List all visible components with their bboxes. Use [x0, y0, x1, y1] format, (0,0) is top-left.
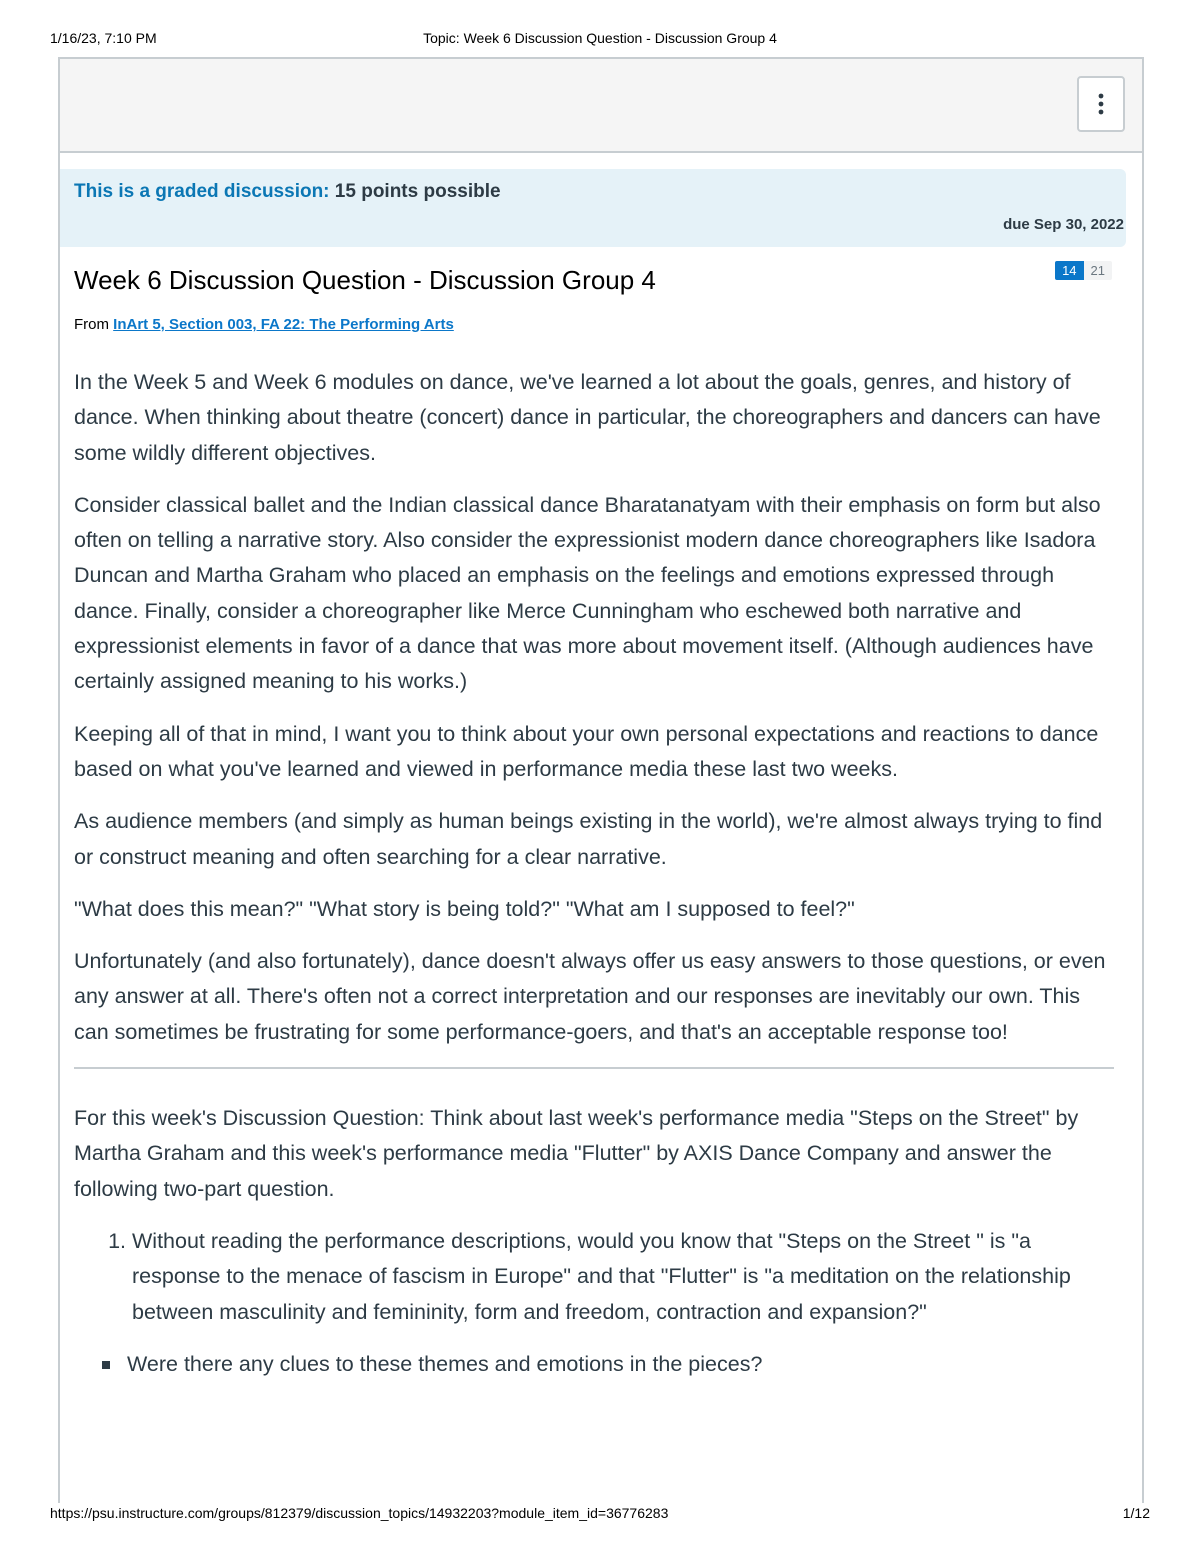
graded-discussion-banner: [60, 169, 1126, 247]
graded-label-line: [74, 181, 501, 203]
reply-count-badges: [1055, 261, 1112, 280]
course-link[interactable]: InArt 5, Section 003, FA 22: The Performing Arts: [113, 316, 454, 333]
sub-point-item: Were there any clues to these themes and emotions in the pieces?: [125, 1347, 1114, 1382]
discussion-body: [74, 365, 1114, 1382]
sub-point-list: [125, 1347, 1114, 1382]
discussion-toolbar: [60, 59, 1142, 153]
print-footer: [50, 1505, 1150, 1525]
body-paragraph: As audience members (and simply as human beings existing in the world), we're almost always trying to find or construct meaning and often searching for a clear narrative.: [74, 809, 1103, 869]
print-datetime: 1/16/23, 7:10 PM: [50, 30, 157, 46]
question-list: [74, 1224, 1114, 1330]
discussion-frame: [58, 57, 1144, 1503]
body-paragraph: Unfortunately (and also fortunately), dance doesn't always offer us easy answers to those questions, or even any answer at all. There's often not a correct interpretation and our responses are inevitably our own. This can sometimes be frustrating for some performance-goers, and that's an acceptable response too!: [74, 949, 1106, 1044]
print-url: https://psu.instructure.com/groups/812379/discussion_topics/14932203?module_item_id=36776283: [50, 1505, 669, 1521]
due-date: Sep 30, 2022: [1033, 216, 1124, 233]
total-count-badge: 21: [1084, 261, 1112, 280]
due-label: due: [1003, 216, 1030, 233]
graded-label: This is a graded discussion:: [74, 181, 330, 202]
body-paragraph: In the Week 5 and Week 6 modules on dance, we've learned a lot about the goals, genres, and history of dance. When thinking about theatre (concert) dance in particular, the choreographers and dancers can have some wildly different objectives.: [74, 370, 1101, 465]
from-label: From: [74, 316, 109, 333]
from-line: [74, 316, 454, 333]
question-item: 1. Without reading the performance descriptions, would you know that "Steps on the Street " is "a response to the menace of fascism in Europe" and that "Flutter" is "a meditation on the relationship between masculinity and femininity, form and freedom, contraction and expansion?": [132, 1224, 1114, 1330]
body-paragraph: Consider classical ballet and the Indian classical dance Bharatanatyam with their emphasis on form but also often on telling a narrative story. Also consider the expressionist modern dance choreographers like Isadora Duncan and Martha Graham who placed an emphasis on the feelings and emotions expressed through dance. Finally, consider a choreographer like Merce Cunningham who eschewed both narrative and expressionist elements in favor of a dance that was more about movement itself. (Although audiences have certainly assigned meaning to his works.): [74, 492, 1101, 694]
section-divider: [74, 1067, 1114, 1069]
print-header: [50, 30, 1150, 50]
page-title: Week 6 Discussion Question - Discussion Group 4: [74, 265, 656, 295]
options-menu-button[interactable]: [1077, 76, 1125, 132]
due-date-line: [1003, 216, 1124, 233]
question-intro: For this week's Discussion Question: Think about last week's performance media "Steps on the Street" by Martha Graham and this week's performance media "Flutter" by AXIS Dance Company and answer the following two-part question.: [74, 1106, 1079, 1201]
unread-count-badge: 14: [1055, 261, 1083, 280]
kebab-menu-icon: [1098, 93, 1104, 115]
print-page-number: 1/12: [1122, 1505, 1150, 1521]
body-paragraph: Keeping all of that in mind, I want you to think about your own personal expectations and reactions to dance based on what you've learned and viewed in performance media these last two weeks.: [74, 721, 1099, 781]
print-page-title: Topic: Week 6 Discussion Question - Discussion Group 4: [423, 30, 777, 46]
body-paragraph: "What does this mean?" "What story is being told?" "What am I supposed to feel?": [74, 896, 855, 921]
points-possible: 15 points possible: [334, 181, 501, 202]
